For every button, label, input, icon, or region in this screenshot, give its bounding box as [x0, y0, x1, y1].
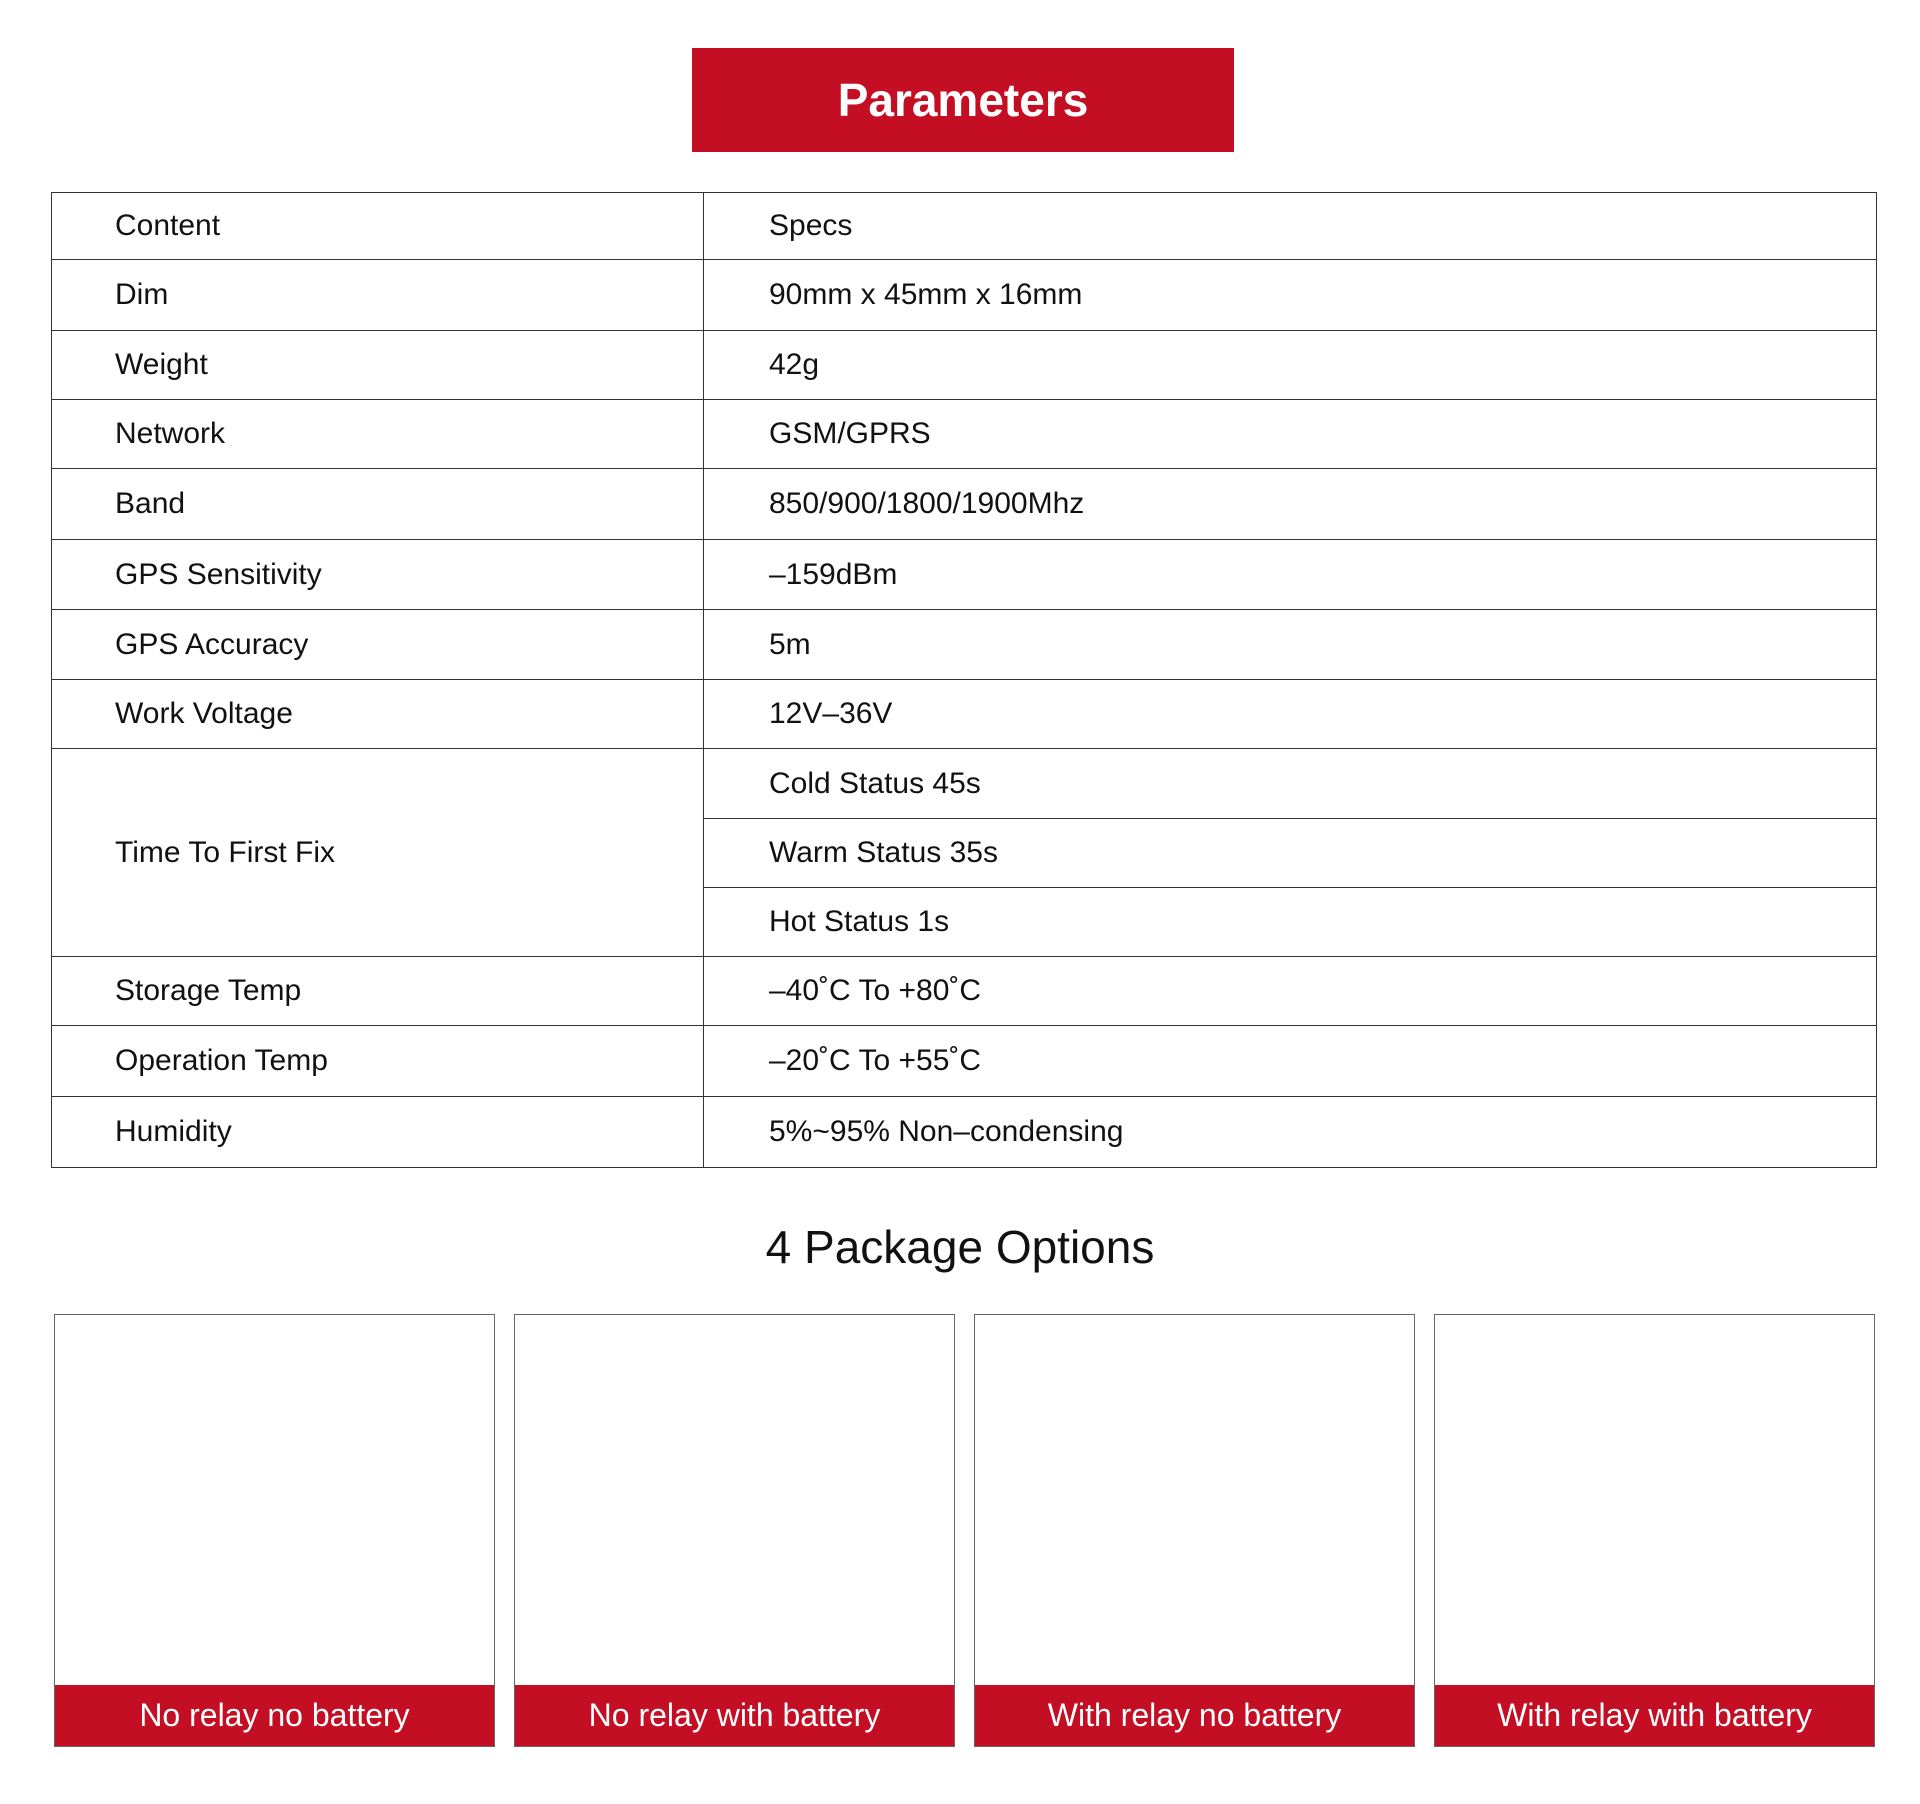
ttff-cold: Cold Status 45s — [704, 749, 1877, 819]
package-label: No relay no battery — [55, 1685, 494, 1746]
row-value: 12V–36V — [704, 680, 1877, 749]
package-options-title: 4 Package Options — [765, 1221, 1155, 1273]
table-row — [52, 1097, 1877, 1168]
row-label: GPS Accuracy — [52, 610, 704, 680]
table-row — [52, 400, 1877, 469]
row-value: 5%~95% Non–condensing — [704, 1097, 1877, 1168]
table-row — [52, 331, 1877, 400]
row-value: –159dBm — [704, 540, 1877, 610]
package-card[interactable] — [1434, 1314, 1875, 1747]
header-content: Content — [52, 193, 704, 260]
row-label: Network — [52, 400, 704, 469]
row-label: Dim — [52, 260, 704, 331]
table-header-row — [52, 193, 1877, 260]
table-row — [52, 1026, 1877, 1097]
ttff-hot: Hot Status 1s — [704, 888, 1877, 957]
row-label: Humidity — [52, 1097, 704, 1168]
table-row — [52, 610, 1877, 680]
package-label: With relay with battery — [1435, 1685, 1874, 1746]
table-row — [52, 957, 1877, 1026]
package-card[interactable] — [974, 1314, 1415, 1747]
row-value: 5m — [704, 610, 1877, 680]
specs-table — [51, 192, 1877, 1168]
package-options — [54, 1314, 1876, 1749]
package-card[interactable] — [54, 1314, 495, 1747]
row-label: Band — [52, 469, 704, 540]
package-label: With relay no battery — [975, 1685, 1414, 1746]
table-row — [52, 680, 1877, 749]
row-label: Weight — [52, 331, 704, 400]
parameters-banner — [692, 48, 1234, 152]
row-value: 850/900/1800/1900Mhz — [704, 469, 1877, 540]
table-row — [52, 260, 1877, 331]
row-label: Operation Temp — [52, 1026, 704, 1097]
row-label: Work Voltage — [52, 680, 704, 749]
row-value: –20˚C To +55˚C — [704, 1026, 1877, 1097]
ttff-label: Time To First Fix — [52, 749, 704, 957]
table-row-ttff — [52, 749, 1877, 819]
table-row — [52, 469, 1877, 540]
row-value: –40˚C To +80˚C — [704, 957, 1877, 1026]
package-card[interactable] — [514, 1314, 955, 1747]
table-row — [52, 540, 1877, 610]
header-specs: Specs — [704, 193, 1877, 260]
package-label: No relay with battery — [515, 1685, 954, 1746]
row-label: Storage Temp — [52, 957, 704, 1026]
row-value: 42g — [704, 331, 1877, 400]
banner-title: Parameters — [837, 74, 1089, 126]
row-value: 90mm x 45mm x 16mm — [704, 260, 1877, 331]
row-value: GSM/GPRS — [704, 400, 1877, 469]
ttff-warm: Warm Status 35s — [704, 819, 1877, 888]
row-label: GPS Sensitivity — [52, 540, 704, 610]
